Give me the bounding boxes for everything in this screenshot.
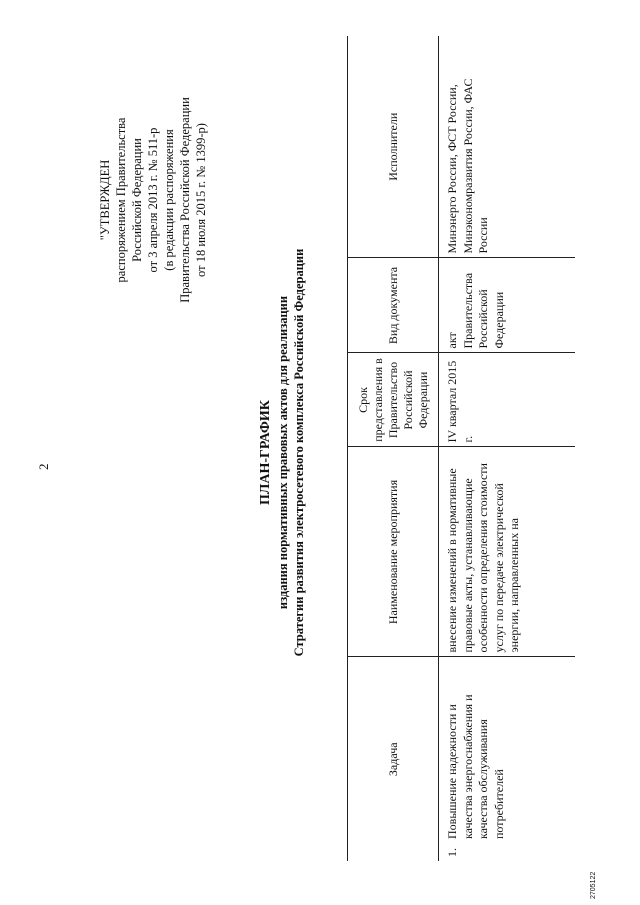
plan-table (347, 36, 575, 861)
header-task: Задача (348, 657, 439, 861)
table-header-row (348, 36, 439, 861)
approval-line: Российской Федерации (130, 138, 144, 262)
approval-stamp (97, 15, 209, 385)
header-deadline: Срок представления в Правительство Российской Федерации (348, 353, 439, 447)
approval-line: Правительства Российской Федерации (178, 97, 192, 303)
approval-line: (в редакции распоряжения (162, 129, 176, 271)
cell-measure: внесение изменений в нормативные правовые акты, устанавливающие особенности определения стоимости услуг по передаче электрической энергии, направленных на (439, 447, 576, 657)
document-code: 2705122 (590, 871, 597, 899)
approval-line: от 18 июля 2015 г. № 1399-р) (194, 123, 208, 277)
header-doc-type: Вид документа (348, 258, 439, 353)
document-title (256, 0, 307, 905)
title-line-2: издания нормативных правовых актов для реализации (276, 295, 290, 610)
header-measure: Наименование мероприятия (348, 447, 439, 657)
page-number: 2 (36, 463, 51, 470)
approval-line: от 3 апреля 2013 г. № 511-р (146, 127, 160, 273)
approval-line: распоряжением Правительства (114, 117, 128, 283)
task-text: Повышение надежности и качества энергоснабжения и качества обслуживания потребителей (445, 694, 506, 839)
cell-executors: Минэнерго России, ФСТ России, Минэкономразвития России, ФАС России (439, 36, 576, 258)
header-executors: Исполнители (348, 36, 439, 258)
cell-deadline: IV квартал 2015 г. (439, 353, 576, 447)
row-number: 1. (445, 848, 459, 857)
cell-task (439, 657, 576, 861)
approval-line: "УТВЕРЖДЕН (98, 159, 112, 241)
title-line-3: Стратегии развития электросетевого комплекса Российской Федерации (292, 248, 306, 657)
cell-doc-type: акт Правительства Российской Федерации (439, 258, 576, 353)
table-row (439, 36, 576, 861)
title-heading: ПЛАН-ГРАФИК (258, 400, 273, 505)
